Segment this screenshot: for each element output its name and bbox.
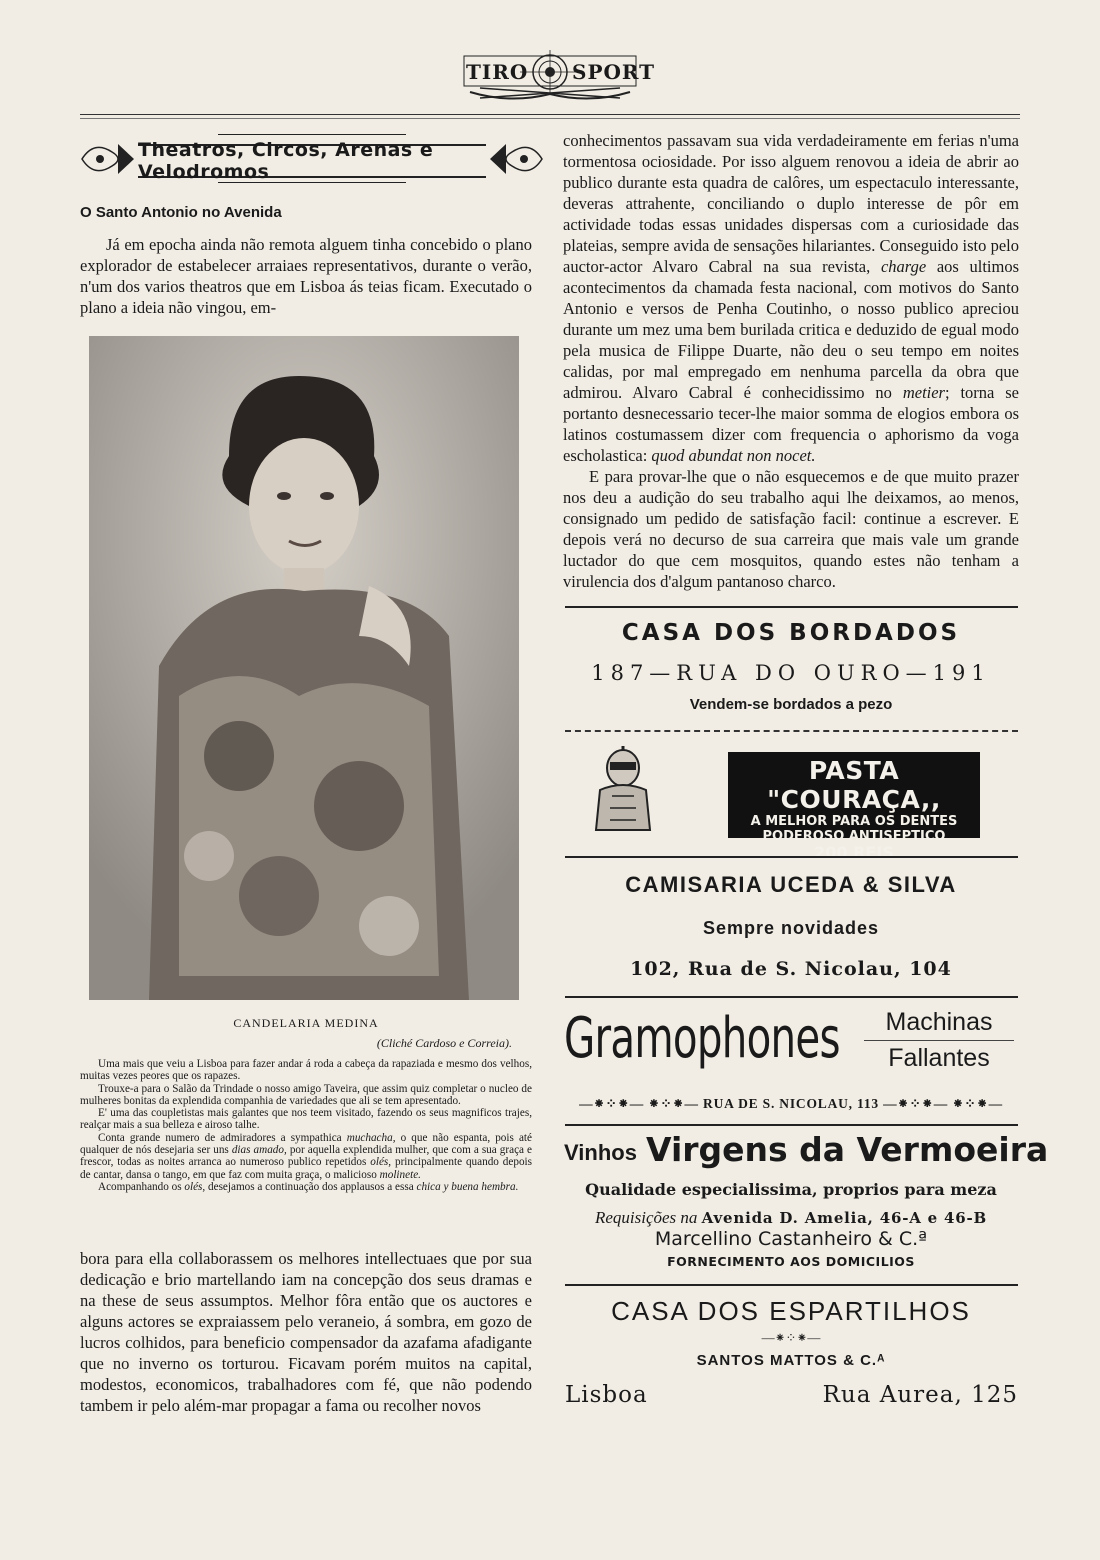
small-paragraph-4: Conta grande numero de admiradores a sympathica muchacha, o que não espanta, pois até qualquer de nós desejaria ser uns dias amado, por aquella explendida mulher, que com a sua graça e frescor, todas as noites arranca ao numeroso publico repetidos olés, principalmente quando depois de cantar, dansa o tango, em que faz com muita graça, o malicioso molinete. <box>80 1131 533 1181</box>
right-ornament-icon <box>488 136 546 182</box>
ad-camisaria-title: CAMISARIA UCEDA & SILVA <box>625 872 957 897</box>
ad-camisaria-subtitle: Sempre novidades <box>702 918 880 938</box>
ad-bordados-address: 187—RUA DO OURO—191 <box>591 661 991 685</box>
masthead-text-left: TIRO <box>466 60 529 84</box>
small-paragraph-3: E' uma das coupletistas mais galantes que nos teem visitado, fazendo os seus magnificos trajes, realçar mais a sua belleza e airoso talhe. <box>80 1107 532 1132</box>
article-paragraph-continued: bora para ella collaborassem os melhores intellectuaes que por sua dedicação e brio martellando iam na concepção dos seus dramas e na these de seus assumptos. Melhor fôra então que os auctores e alguns actores se expraiassem pelo veraneio, á sombra, em gozo de lucros colhidos, para beneficio compensador da azafama afadigante que no inverno os torturou. Ficavam porém muitos na capital, modestos, economicos, trabalhadores com fé, que não podendo tambem ir pelo além-mar propagar a fama ou recolher novos <box>80 1249 532 1415</box>
photo-credit: (Cliché Cardoso e Correia). <box>376 1036 512 1050</box>
header-rule-thin <box>80 118 1020 119</box>
ad-gramophones-address-row <box>563 1096 1019 1112</box>
ad-pasta-box <box>728 752 980 862</box>
ad-vinhos-company: Marcellino Castanheiro & C.ª <box>654 1228 928 1250</box>
header-deco-line-top <box>218 134 406 135</box>
ad-gramophones-rule <box>864 1040 1014 1041</box>
right-paragraph-1: conhecimentos passavam sua vida verdadeiramente em ferias n'uma tormentosa ociosidade. Por isso alguem renovou a ideia de abrir ao publico durante esta quadra de calôres, um espectaculo interessante, deveras attrahente, conciliando o duplo interesse de pôr em actividade todas essas unidades dispersas com a curiosidade das plateias, sempre avida de sensações hilariantes. Conseguido isto pelo auctor-actor Alvaro Cabral na sua revista, charge aos ultimos acontecimentos da chamada festa nacional, com motivos do Santo Antonio e versos de Penha Coutinho, o nosso publico apreciou durante um mez uma bem burilada critica e deduzido de egual modo pela musica de Filippe Duarte, não deu o seu tempo em noites calidas, por mal empregado em nenhuma parcella da obra que admirou. Alvaro Cabral é conhecidissimo no metier; torna se portanto desnecessario tecer-lhe maior somma de elogios embora os latinos costumassem dizer com frequencia o aphorismo da voga escholastica: quod abundat non nocet. <box>563 131 1019 465</box>
header-rule <box>80 114 1020 115</box>
ad-espartilhos-city: Lisboa <box>565 1382 648 1408</box>
ad-espartilhos-ornament: —⁕⁘⁕— <box>761 1330 821 1345</box>
ornament-left: —⁕⁘⁕— ⁕⁘⁕— <box>579 1096 699 1111</box>
ad-pasta-line-3: PODEROSO ANTISEPTICO <box>762 829 946 844</box>
article-paragraph-1: Já em epocha ainda não remota alguem tinha concebido o plano explorador de estabelecer arraiaes representativos, durante o verão, n'um dos varios theatros que em Lisboa ás teias ficam. Executado o plano a ideia não vingou, em- <box>80 235 532 317</box>
ad-gramophones-line-2: Fallantes <box>888 1044 990 1072</box>
article-title: O Santo Antonio no Avenida <box>80 204 282 221</box>
ad-gramophones-address: RUA DE S. NICOLAU, 113 <box>703 1096 879 1111</box>
ad-gramophones-title: Gramophones <box>564 1006 840 1071</box>
small-paragraph-2: Trouxe-a para o Salão da Trindade o nosso amigo Taveira, que assim quiz completar o nucleo de mulheres bonitas da explendida companhia de variedades que ali se tem apresentado. <box>80 1082 532 1107</box>
ad-bordados-subtitle: Vendem-se bordados a pezo <box>689 696 893 713</box>
header-deco-line-bottom <box>218 182 406 183</box>
ad-vinhos-prefix: Vinhos <box>564 1140 637 1165</box>
ad-espartilhos-company: SANTOS MATTOS & C.ᴬ <box>696 1352 886 1369</box>
ad-divider <box>565 1124 1018 1126</box>
section-header <box>78 128 546 190</box>
ad-divider <box>565 730 1018 732</box>
knight-icon <box>592 746 654 834</box>
ornament-right: —⁕⁘⁕— ⁕⁘⁕— <box>883 1096 1003 1111</box>
ad-pasta-title: PASTA "COURAÇA,, <box>767 756 941 814</box>
ad-bordados-title: CASA DOS BORDADOS <box>621 620 961 646</box>
ad-divider <box>565 606 1018 608</box>
ad-vinhos-title: Virgens da Vermoeira <box>646 1130 1049 1169</box>
ad-divider <box>565 856 1018 858</box>
ad-espartilhos-address: Rua Aurea, 125 <box>822 1382 1018 1408</box>
article-right-column <box>563 130 1019 592</box>
ad-vinhos-subtitle: Qualidade especialissima, proprios para meza <box>585 1180 997 1199</box>
photo-caption: CANDELARIA MEDINA <box>233 1016 379 1030</box>
ad-divider <box>565 996 1018 998</box>
ad-vinhos-address: Requisições na Avenida D. Amelia, 46-A e 46-B <box>594 1208 988 1227</box>
ad-pasta-price: 200 REIS <box>814 843 894 862</box>
masthead-text-right: SPORT <box>572 60 656 84</box>
right-paragraph-2: E para provar-lhe que o não esquecemos e de que muito prazer nos deu a audição do seu trabalho aqui lhe deixamos, ao menos, consignado um pedido de satisfação facil: continue a escrever. E depois verá no decurso de sua carreira que mais vale um grande luctador do que cem mosquitos, quando estes não tenham a virulencia dos d'algum pantanoso charco. <box>563 467 1019 591</box>
ad-gramophones-line-1: Machinas <box>885 1008 993 1036</box>
ad-camisaria-address: 102, Rua de S. Nicolau, 104 <box>630 958 952 980</box>
ad-divider <box>565 1284 1018 1286</box>
portrait-photo <box>89 336 519 1000</box>
small-paragraph-1: Uma mais que veiu a Lisboa para fazer andar á roda a cabeça da rapaziada e mesmo dos velhos, muitas vezes peores que os rapazes. <box>80 1058 532 1083</box>
section-title: Theatros, Circos, Arenas e Velodromos <box>138 144 486 178</box>
ad-pasta-line-2: A MELHOR PARA OS DENTES <box>750 814 958 829</box>
ad-espartilhos-title: CASA DOS ESPARTILHOS <box>611 1296 971 1326</box>
left-ornament-icon <box>78 136 136 182</box>
ad-vinhos-delivery: FORNECIMENTO AOS DOMICILIOS <box>667 1254 915 1269</box>
small-paragraph-5: Acompanhando os olés, desejamos a continuação dos applausos a essa chica y buena hembra. <box>98 1180 519 1193</box>
photo-description <box>80 1058 532 1193</box>
